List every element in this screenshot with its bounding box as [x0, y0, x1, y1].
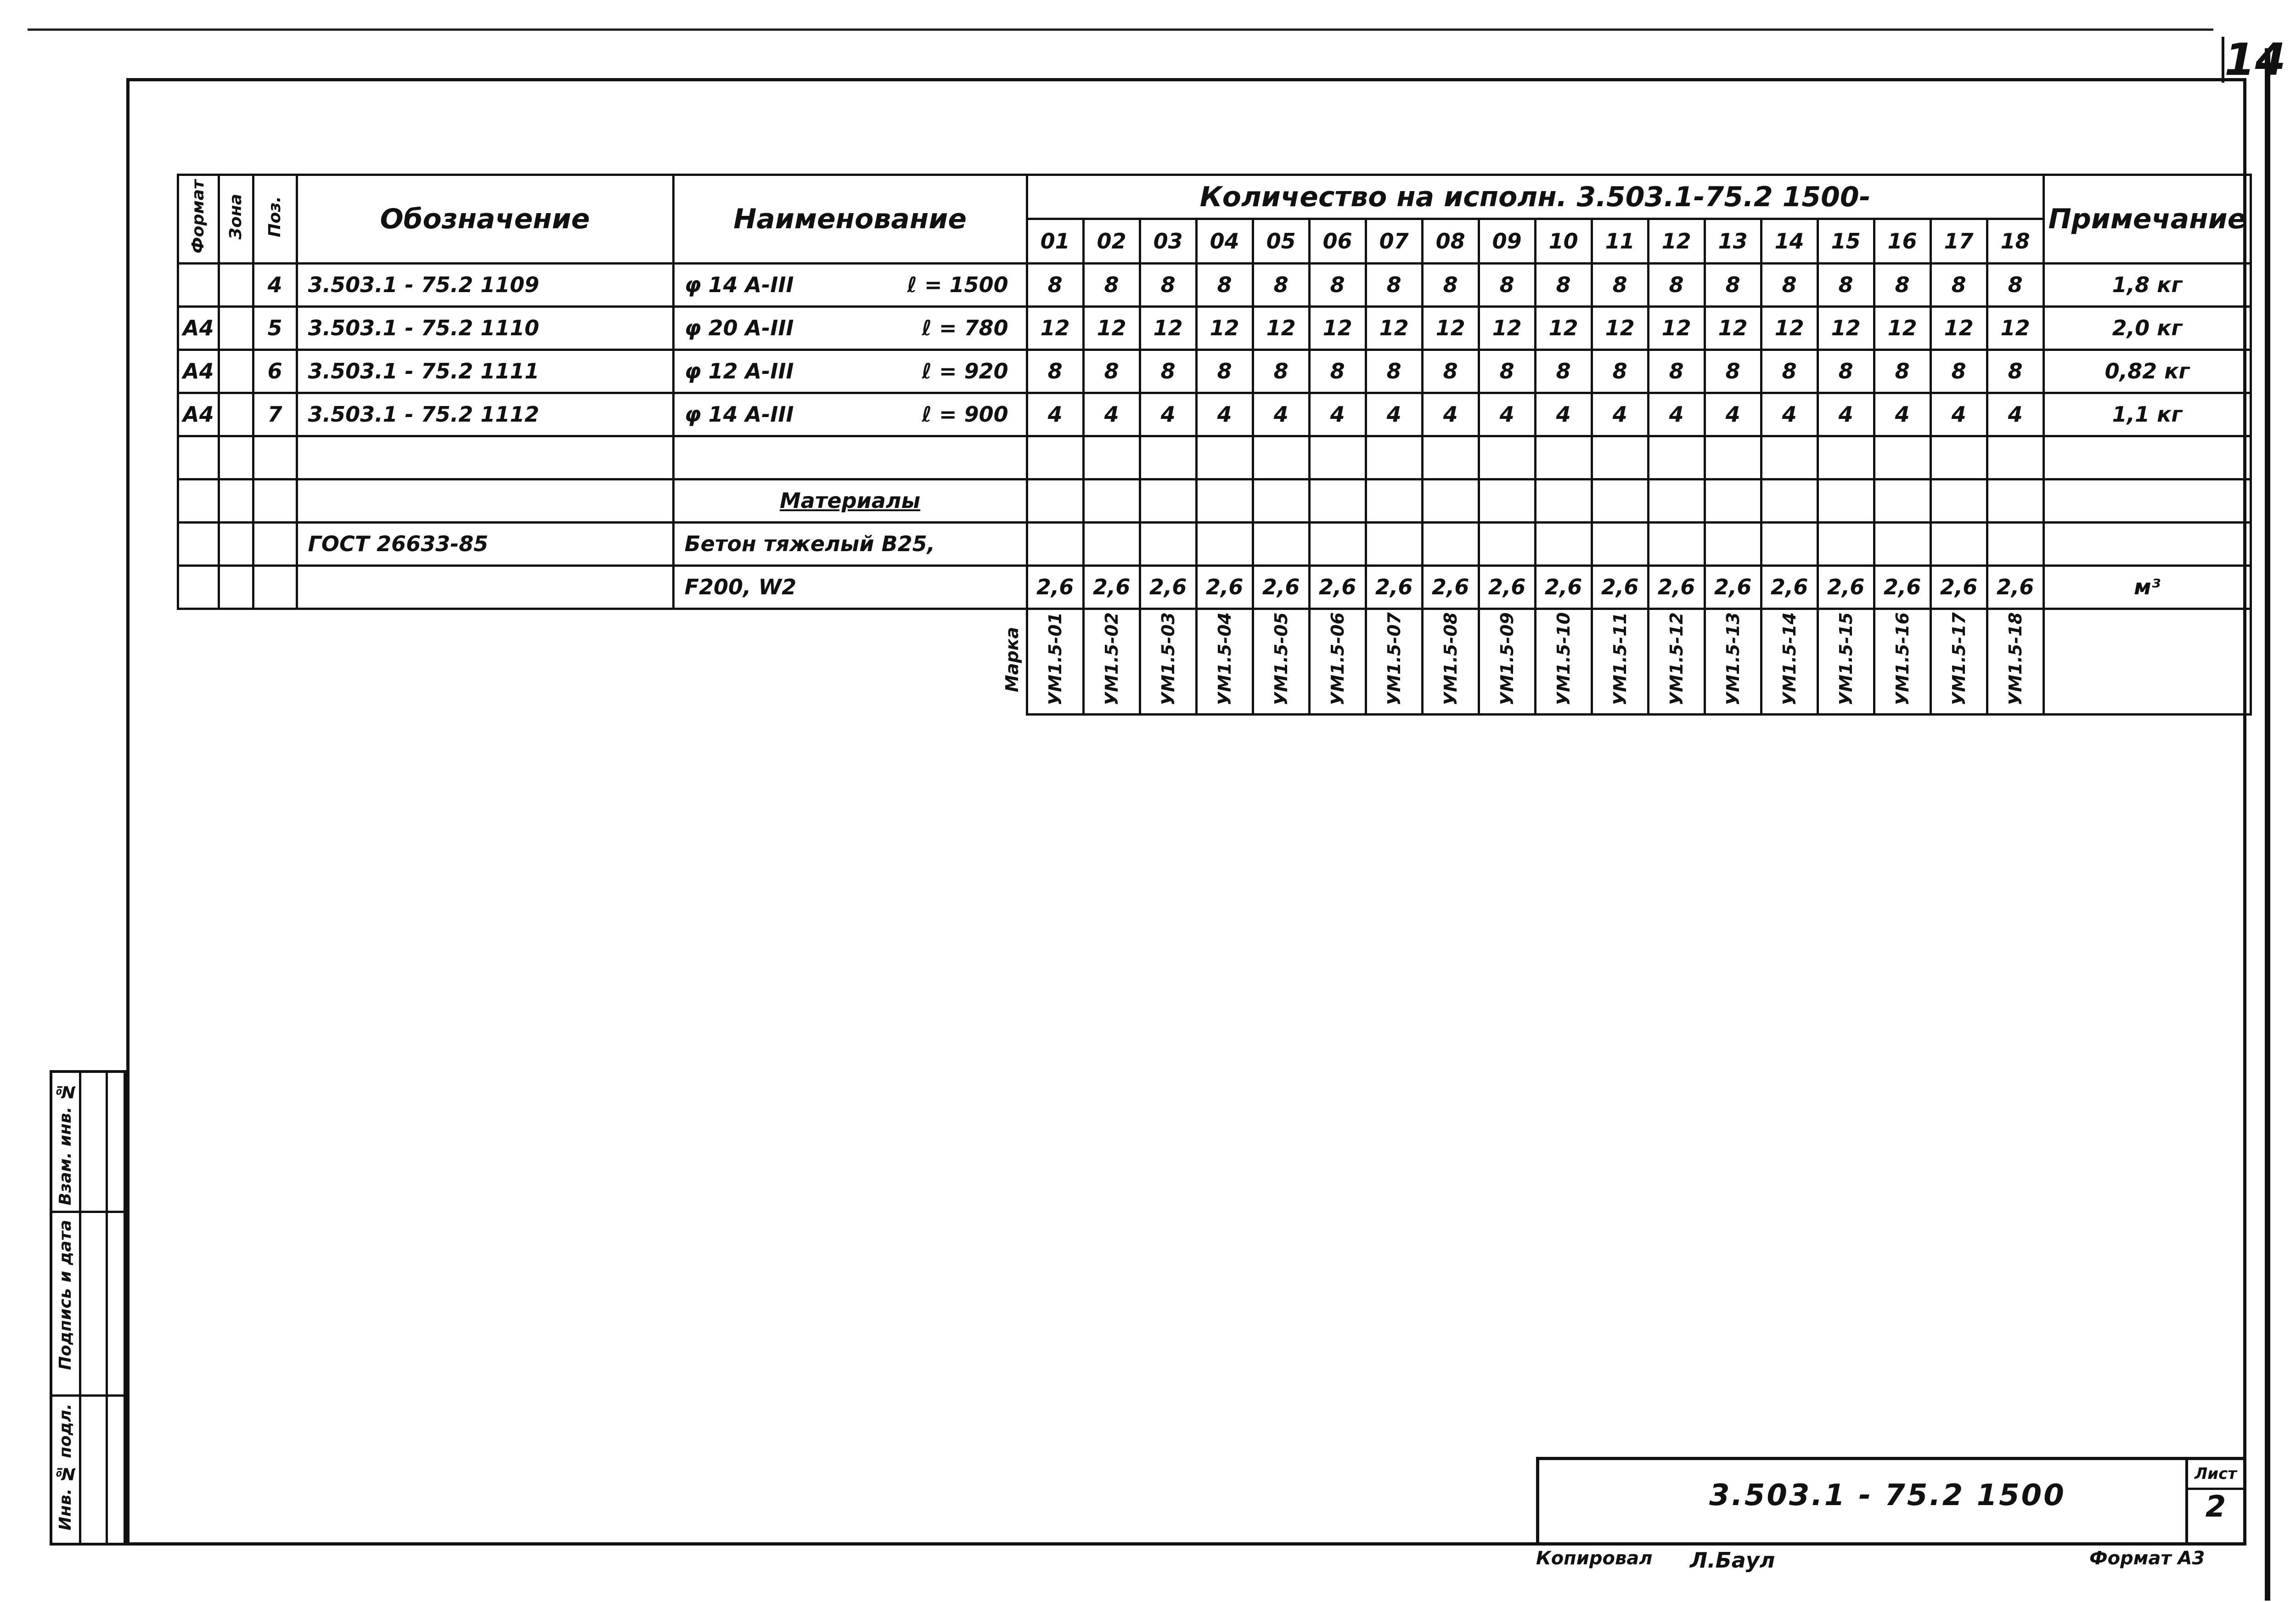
- mark-label: УМ1.5-06: [1327, 612, 1348, 706]
- quantity-cell: [1140, 479, 1196, 522]
- quantity-cell: [1818, 522, 1874, 565]
- mark-label: УМ1.5-15: [1835, 612, 1856, 706]
- quantity-cell: [1027, 436, 1083, 479]
- quantity-cell: 8: [1930, 350, 1987, 393]
- designation-cell: [297, 479, 673, 522]
- mark-label: УМ1.5-13: [1722, 612, 1743, 706]
- quantity-cell: 12: [1083, 306, 1140, 350]
- variant-column-header: 09: [1479, 219, 1535, 263]
- page-number: 14: [2222, 37, 2275, 83]
- quantity-cell: 8: [1196, 350, 1253, 393]
- top-border-line: [28, 28, 2213, 31]
- mark-cell: [1027, 609, 1083, 714]
- mark-label: УМ1.5-12: [1666, 612, 1687, 706]
- quantity-cell: [1422, 522, 1479, 565]
- quantity-cell: 4: [1479, 393, 1535, 436]
- rebar-name: φ 20 A-III: [684, 316, 794, 341]
- volume-cell: 2,6: [1930, 565, 1987, 609]
- volume-cell: 2,6: [1592, 565, 1648, 609]
- mark-cell: [1648, 609, 1705, 714]
- quantity-cell: 4: [1705, 393, 1761, 436]
- note-cell: [2043, 609, 2251, 714]
- mark-label: УМ1.5-16: [1892, 612, 1913, 706]
- quantity-cell: [1761, 436, 1818, 479]
- designation-cell: [297, 565, 673, 609]
- quantity-cell: [1705, 479, 1761, 522]
- sign-date-label: Подпись и дата: [56, 1220, 75, 1370]
- marks-row: [178, 609, 2251, 714]
- pos-cell: [253, 479, 297, 522]
- quantity-cell: [1366, 522, 1422, 565]
- mark-label: УМ1.5-09: [1497, 612, 1517, 706]
- name-cell: [673, 479, 1027, 522]
- quantity-cell: 8: [1535, 263, 1592, 306]
- marks-label: Марка: [1002, 627, 1022, 693]
- volume-cell: 2,6: [1253, 565, 1309, 609]
- name-cell: [673, 263, 1027, 306]
- quantity-cell: 12: [1140, 306, 1196, 350]
- zone-header: Зона: [219, 175, 253, 264]
- quantity-cell: 4: [1818, 393, 1874, 436]
- format-cell: [178, 263, 219, 306]
- quantity-cell: [1479, 479, 1535, 522]
- format-cell: [178, 565, 219, 609]
- variant-column-header: 06: [1309, 219, 1366, 263]
- variant-column-header: 07: [1366, 219, 1422, 263]
- quantity-cell: 8: [1930, 263, 1987, 306]
- name-wrap: [685, 402, 1022, 427]
- designation-cell: ГОСТ 26633-85: [297, 522, 673, 565]
- name-cell: [673, 350, 1027, 393]
- pos-cell: 6: [253, 350, 297, 393]
- format-cell: [178, 479, 219, 522]
- volume-cell: 2,6: [1705, 565, 1761, 609]
- variant-column-header: 13: [1705, 219, 1761, 263]
- note-cell: [2043, 479, 2251, 522]
- name-wrap: [685, 359, 1022, 384]
- quantity-cell: 8: [1366, 350, 1422, 393]
- designation-cell: 3.503.1 - 75.2 1112: [297, 393, 673, 436]
- mark-cell: [1987, 609, 2043, 714]
- quantity-cell: 4: [1196, 393, 1253, 436]
- quantity-cell: [1874, 522, 1930, 565]
- mark-label: УМ1.5-10: [1553, 612, 1574, 706]
- replace-inv-label: Взам. инв. №: [56, 1082, 75, 1206]
- quantity-cell: 8: [1422, 350, 1479, 393]
- rebar-name: φ 14 A-III: [684, 272, 794, 298]
- quantity-cell: 12: [1479, 306, 1535, 350]
- sheet-label: Лист: [2188, 1460, 2243, 1490]
- marks-spacer: [178, 609, 674, 714]
- name-wrap: [685, 316, 1022, 340]
- quantity-cell: 12: [1761, 306, 1818, 350]
- quantity-cell: 4: [1874, 393, 1930, 436]
- variant-column-header: 05: [1253, 219, 1309, 263]
- copied-label: Копировал: [1536, 1548, 1653, 1569]
- side-separator: [52, 1211, 124, 1213]
- quantity-cell: 8: [1705, 263, 1761, 306]
- quantity-cell: 8: [1648, 350, 1705, 393]
- name-wrap: [685, 272, 1022, 297]
- pos-cell: 4: [253, 263, 297, 306]
- pos-cell: [253, 436, 297, 479]
- quantity-cell: [1987, 436, 2043, 479]
- format-label: Формат А3: [2089, 1548, 2205, 1569]
- quantity-cell: [1592, 479, 1648, 522]
- quantity-cell: [1027, 479, 1083, 522]
- quantity-cell: [1535, 436, 1592, 479]
- volume-cell: 2,6: [1818, 565, 1874, 609]
- mark-cell: [1930, 609, 1987, 714]
- quantity-cell: 12: [1592, 306, 1648, 350]
- designation-cell: 3.503.1 - 75.2 1109: [297, 263, 673, 306]
- quantity-cell: [1648, 522, 1705, 565]
- rebar-length: ℓ = 920: [922, 359, 1008, 384]
- mark-cell: [1083, 609, 1140, 714]
- quantity-cell: [1027, 522, 1083, 565]
- quantity-cell: [1366, 436, 1422, 479]
- format-cell: А4: [178, 393, 219, 436]
- name-header: Наименование: [673, 175, 1027, 264]
- volume-cell: 2,6: [1422, 565, 1479, 609]
- quantity-cell: 8: [1592, 350, 1648, 393]
- mark-cell: [1366, 609, 1422, 714]
- quantity-cell: 8: [1761, 350, 1818, 393]
- pos-cell: 5: [253, 306, 297, 350]
- name-cell: [673, 306, 1027, 350]
- volume-cell: 2,6: [1366, 565, 1422, 609]
- mark-cell: [1253, 609, 1309, 714]
- quantity-cell: 12: [1253, 306, 1309, 350]
- mark-cell: [1818, 609, 1874, 714]
- quantity-cell: [1479, 522, 1535, 565]
- quantity-cell: 4: [1253, 393, 1309, 436]
- table-row: [178, 436, 2251, 479]
- quantity-cell: [1705, 436, 1761, 479]
- quantity-cell: 8: [1761, 263, 1818, 306]
- quantity-cell: [1987, 522, 2043, 565]
- variant-column-header: 03: [1140, 219, 1196, 263]
- quantity-cell: 12: [1705, 306, 1761, 350]
- mark-cell: [1592, 609, 1648, 714]
- pos-header: Поз.: [253, 175, 297, 264]
- volume-cell: 2,6: [1196, 565, 1253, 609]
- quantity-cell: 12: [1987, 306, 2043, 350]
- designation-cell: [297, 436, 673, 479]
- materials-title: Материалы: [780, 488, 921, 513]
- mark-label: УМ1.5-05: [1271, 612, 1291, 706]
- format-header: Формат: [178, 175, 219, 264]
- variant-column-header: 15: [1818, 219, 1874, 263]
- quantity-cell: 4: [1535, 393, 1592, 436]
- rebar-name: φ 12 A-III: [684, 359, 794, 384]
- mark-label: УМ1.5-01: [1045, 612, 1065, 706]
- table-row: [178, 393, 2251, 436]
- quantity-cell: [1309, 479, 1366, 522]
- table-row: [178, 479, 2251, 522]
- table-row: [178, 522, 2251, 565]
- quantity-cell: [1083, 436, 1140, 479]
- quantity-cell: 8: [1253, 263, 1309, 306]
- quantity-cell: 4: [1987, 393, 2043, 436]
- quantity-cell: 4: [1648, 393, 1705, 436]
- quantity-cell: 4: [1083, 393, 1140, 436]
- quantity-cell: 12: [1535, 306, 1592, 350]
- quantity-cell: [1196, 436, 1253, 479]
- name-cell: F200, W2: [673, 565, 1027, 609]
- right-border-line: [2265, 48, 2270, 1601]
- format-cell: [178, 522, 219, 565]
- note-cell: [2043, 436, 2251, 479]
- mark-label: УМ1.5-14: [1779, 612, 1800, 706]
- quantity-cell: [1422, 436, 1479, 479]
- side-col: [79, 1073, 108, 1543]
- name-cell: [673, 393, 1027, 436]
- volume-cell: 2,6: [1535, 565, 1592, 609]
- quantity-cell: [1761, 479, 1818, 522]
- quantity-cell: 12: [1309, 306, 1366, 350]
- quantity-cell: [1196, 522, 1253, 565]
- quantity-cell: 8: [1027, 350, 1083, 393]
- pos-cell: [253, 522, 297, 565]
- quantity-cell: 8: [1027, 263, 1083, 306]
- note-cell: 1,1 кг: [2043, 393, 2251, 436]
- mark-cell: [1140, 609, 1196, 714]
- variant-column-header: 12: [1648, 219, 1705, 263]
- mark-cell: [1422, 609, 1479, 714]
- volume-cell: 2,6: [1874, 565, 1930, 609]
- quantity-cell: 12: [1874, 306, 1930, 350]
- volume-cell: 2,6: [1309, 565, 1366, 609]
- copier-signature: Л.Баул: [1690, 1548, 1775, 1573]
- quantity-cell: 8: [1818, 263, 1874, 306]
- mark-label: УМ1.5-18: [2005, 612, 2026, 706]
- quantity-cell: 8: [1874, 263, 1930, 306]
- volume-cell: 2,6: [1027, 565, 1083, 609]
- mark-label: УМ1.5-07: [1384, 612, 1404, 706]
- unit-cell: м³: [2043, 565, 2251, 609]
- quantity-cell: 12: [1196, 306, 1253, 350]
- variant-column-header: 17: [1930, 219, 1987, 263]
- mark-label: УМ1.5-04: [1214, 612, 1235, 706]
- quantity-cell: 8: [1705, 350, 1761, 393]
- header-row-1: [178, 175, 2251, 219]
- quantity-cell: 8: [1083, 350, 1140, 393]
- quantity-cell: 4: [1309, 393, 1366, 436]
- rebar-length: ℓ = 780: [922, 316, 1008, 341]
- quantity-cell: 4: [1592, 393, 1648, 436]
- quantity-cell: [1535, 479, 1592, 522]
- quantity-cell: [1083, 479, 1140, 522]
- quantity-cell: [1592, 522, 1648, 565]
- designation-cell: 3.503.1 - 75.2 1111: [297, 350, 673, 393]
- variant-column-header: 10: [1535, 219, 1592, 263]
- rebar-length: ℓ = 900: [922, 402, 1008, 427]
- quantity-cell: 12: [1422, 306, 1479, 350]
- note-header: Примечание: [2043, 175, 2251, 264]
- note-cell: 0,82 кг: [2043, 350, 2251, 393]
- note-cell: 2,0 кг: [2043, 306, 2251, 350]
- quantity-cell: [1140, 522, 1196, 565]
- quantity-cell: 4: [1422, 393, 1479, 436]
- mark-label: УМ1.5-17: [1948, 612, 1969, 706]
- quantity-cell: 8: [1140, 263, 1196, 306]
- mark-label: УМ1.5-03: [1158, 612, 1178, 706]
- quantity-cell: [1761, 522, 1818, 565]
- pos-cell: 7: [253, 393, 297, 436]
- quantity-cell: 12: [1027, 306, 1083, 350]
- specification-table: [177, 174, 2252, 716]
- quantity-cell: 4: [1027, 393, 1083, 436]
- quantity-cell: 8: [1987, 350, 2043, 393]
- zone-cell: [219, 436, 253, 479]
- mark-cell: [1874, 609, 1930, 714]
- variant-column-header: 16: [1874, 219, 1930, 263]
- quantity-cell: 12: [1930, 306, 1987, 350]
- quantity-cell: [1874, 436, 1930, 479]
- quantity-cell: [1535, 522, 1592, 565]
- quantity-cell: [1366, 479, 1422, 522]
- quantity-cell: [1648, 436, 1705, 479]
- volume-cell: 2,6: [1761, 565, 1818, 609]
- quantity-header: Количество на исполн. 3.503.1-75.2 1500-: [1027, 175, 2043, 219]
- name-cell: [673, 436, 1027, 479]
- quantity-cell: 4: [1930, 393, 1987, 436]
- quantity-cell: [1253, 436, 1309, 479]
- volume-cell: 2,6: [1140, 565, 1196, 609]
- volume-cell: 2,6: [1648, 565, 1705, 609]
- quantity-cell: [1253, 522, 1309, 565]
- designation-header: Обозначение: [297, 175, 673, 264]
- quantity-cell: [1874, 479, 1930, 522]
- quantity-cell: 8: [1309, 350, 1366, 393]
- document-code: 3.503.1 - 75.2 1500: [1709, 1478, 2066, 1512]
- rebar-name: φ 14 A-III: [684, 402, 794, 427]
- quantity-cell: [1309, 522, 1366, 565]
- quantity-cell: 8: [1253, 350, 1309, 393]
- quantity-cell: [1705, 522, 1761, 565]
- zone-cell: [219, 263, 253, 306]
- sheet-box: [2185, 1460, 2243, 1542]
- quantity-cell: [1930, 522, 1987, 565]
- quantity-cell: [1140, 436, 1196, 479]
- variant-column-header: 18: [1987, 219, 2043, 263]
- format-cell: А4: [178, 350, 219, 393]
- quantity-cell: 8: [1987, 263, 2043, 306]
- quantity-cell: 4: [1140, 393, 1196, 436]
- variant-column-header: 08: [1422, 219, 1479, 263]
- quantity-cell: 8: [1818, 350, 1874, 393]
- note-cell: 1,8 кг: [2043, 263, 2251, 306]
- mark-cell: [1309, 609, 1366, 714]
- quantity-cell: 12: [1818, 306, 1874, 350]
- marks-label-cell: [673, 609, 1027, 714]
- inv-label: Инв. № подл.: [56, 1404, 75, 1531]
- quantity-cell: [1930, 436, 1987, 479]
- volume-cell: 2,6: [1083, 565, 1140, 609]
- sheet-number: 2: [2205, 1490, 2226, 1524]
- quantity-cell: 4: [1366, 393, 1422, 436]
- quantity-cell: [1253, 479, 1309, 522]
- quantity-cell: 8: [1366, 263, 1422, 306]
- variant-column-header: 01: [1027, 219, 1083, 263]
- zone-cell: [219, 565, 253, 609]
- table-row: [178, 565, 2251, 609]
- quantity-cell: 8: [1592, 263, 1648, 306]
- quantity-cell: 4: [1761, 393, 1818, 436]
- quantity-cell: [1818, 479, 1874, 522]
- quantity-cell: [1592, 436, 1648, 479]
- quantity-cell: [1648, 479, 1705, 522]
- zone-cell: [219, 479, 253, 522]
- variant-column-header: 04: [1196, 219, 1253, 263]
- name-cell: Бетон тяжелый В25,: [673, 522, 1027, 565]
- zone-cell: [219, 306, 253, 350]
- quantity-cell: [1309, 436, 1366, 479]
- zone-cell: [219, 393, 253, 436]
- side-stamp: [50, 1070, 126, 1546]
- variant-column-header: 14: [1761, 219, 1818, 263]
- quantity-cell: 8: [1479, 350, 1535, 393]
- volume-cell: 2,6: [1987, 565, 2043, 609]
- quantity-cell: [1083, 522, 1140, 565]
- table-row: [178, 306, 2251, 350]
- mark-cell: [1479, 609, 1535, 714]
- mark-cell: [1761, 609, 1818, 714]
- quantity-cell: [1818, 436, 1874, 479]
- pos-cell: [253, 565, 297, 609]
- quantity-cell: [1479, 436, 1535, 479]
- quantity-cell: 12: [1648, 306, 1705, 350]
- table-row: [178, 350, 2251, 393]
- quantity-cell: 8: [1309, 263, 1366, 306]
- mark-label: УМ1.5-08: [1440, 612, 1461, 706]
- quantity-cell: 8: [1874, 350, 1930, 393]
- format-cell: А4: [178, 306, 219, 350]
- variant-column-header: 02: [1083, 219, 1140, 263]
- mark-cell: [1705, 609, 1761, 714]
- quantity-cell: [1930, 479, 1987, 522]
- mark-label: УМ1.5-11: [1609, 612, 1630, 706]
- rebar-length: ℓ = 1500: [907, 272, 1008, 298]
- designation-cell: 3.503.1 - 75.2 1110: [297, 306, 673, 350]
- quantity-cell: 8: [1535, 350, 1592, 393]
- title-block: [1536, 1457, 2246, 1546]
- mark-label: УМ1.5-02: [1101, 612, 1122, 706]
- quantity-cell: [1196, 479, 1253, 522]
- quantity-cell: 8: [1648, 263, 1705, 306]
- side-separator: [52, 1394, 124, 1397]
- zone-cell: [219, 350, 253, 393]
- quantity-cell: 12: [1366, 306, 1422, 350]
- zone-cell: [219, 522, 253, 565]
- quantity-cell: 8: [1140, 350, 1196, 393]
- note-cell: [2043, 522, 2251, 565]
- mark-cell: [1196, 609, 1253, 714]
- quantity-cell: [1422, 479, 1479, 522]
- quantity-cell: [1987, 479, 2043, 522]
- variant-column-header: 11: [1592, 219, 1648, 263]
- quantity-cell: 8: [1479, 263, 1535, 306]
- quantity-cell: 8: [1083, 263, 1140, 306]
- mark-cell: [1535, 609, 1592, 714]
- format-cell: [178, 436, 219, 479]
- quantity-cell: 8: [1422, 263, 1479, 306]
- volume-cell: 2,6: [1479, 565, 1535, 609]
- table-row: [178, 263, 2251, 306]
- quantity-cell: 8: [1196, 263, 1253, 306]
